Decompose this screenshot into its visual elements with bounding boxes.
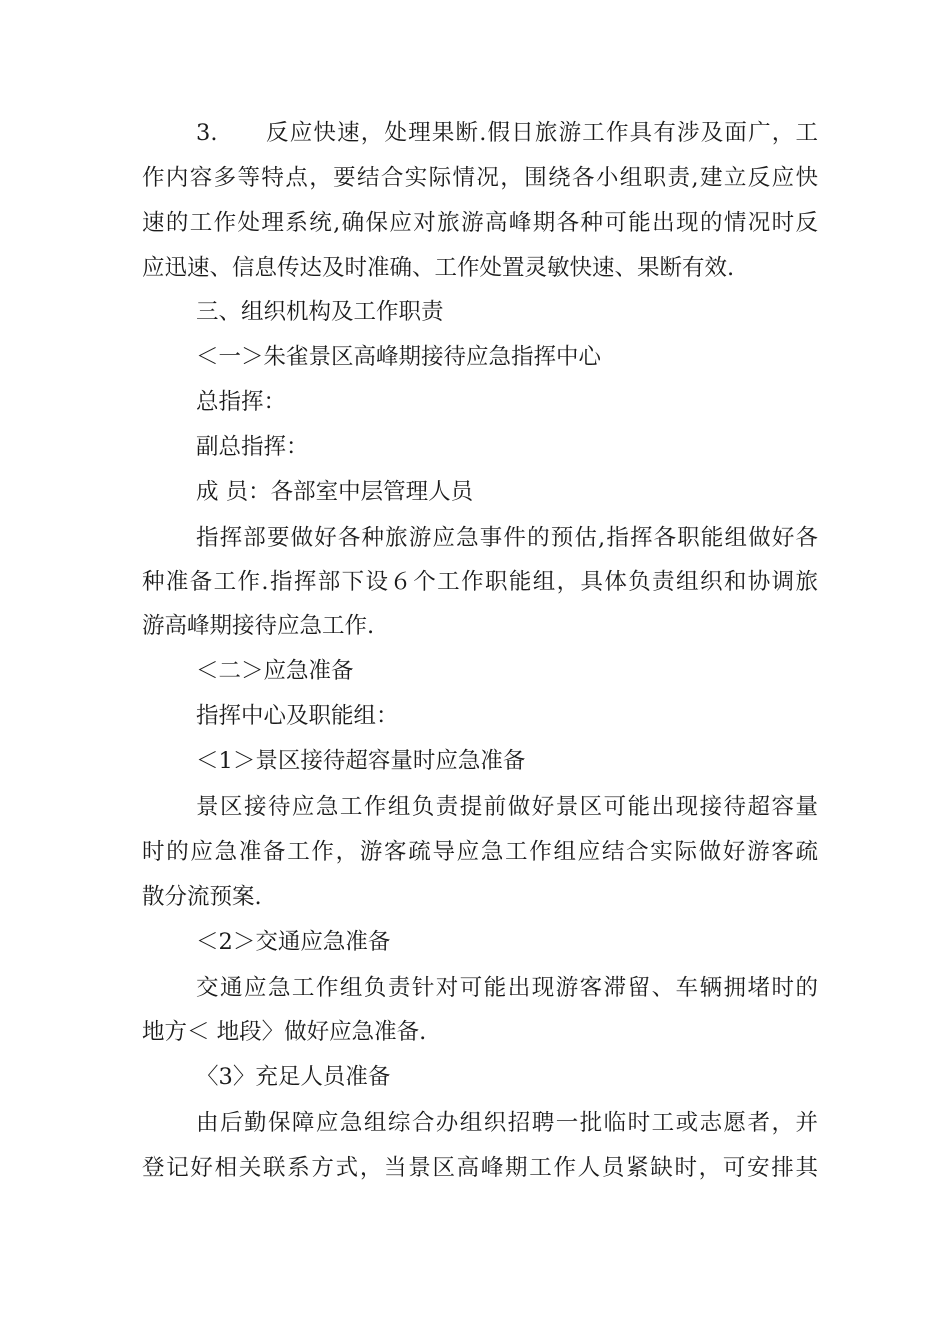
text-line-10: 指挥部要做好各种旅游应急事件的预估,指挥各职能组做好各 bbox=[196, 525, 818, 551]
text-line-24: 登记好相关联系方式，当景区高峰期工作人员紧缺时，可安排其 bbox=[142, 1155, 818, 1181]
text-line-16: 景区接待应急工作组负责提前做好景区可能出现接待超容量 bbox=[196, 794, 818, 820]
text-line-deputy-commander: 副总指挥： bbox=[196, 434, 309, 460]
text-line-2: 作内容多等特点，要结合实际情况，围绕各小组职责,建立反应快 bbox=[142, 165, 818, 191]
subheading-2: ＜二＞应急准备 bbox=[196, 658, 354, 684]
item-heading-2: ＜2＞交通应急准备 bbox=[196, 929, 391, 955]
text-line-12: 游高峰期接待应急工作. bbox=[142, 613, 375, 639]
subheading-1: ＜一＞朱雀景区高峰期接待应急指挥中心 bbox=[196, 344, 602, 370]
text-line-20: 交通应急工作组负责针对可能出现游客滞留、车辆拥堵时的 bbox=[196, 975, 818, 1001]
text-line-4: 应迅速、信息传达及时准确、工作处置灵敏快速、果断有效. bbox=[142, 255, 735, 281]
text-line-23: 由后勤保障应急组综合办组织招聘一批临时工或志愿者，并 bbox=[196, 1110, 818, 1136]
item-heading-1: ＜1＞景区接待超容量时应急准备 bbox=[196, 748, 526, 774]
text-line-17: 时的应急准备工作，游客疏导应急工作组应结合实际做好游客疏 bbox=[142, 839, 818, 865]
text-line-commander: 总指挥： bbox=[196, 389, 287, 415]
section-heading-3: 三、组织机构及工作职责 bbox=[196, 299, 444, 325]
text-line-14: 指挥中心及职能组： bbox=[196, 703, 399, 729]
text-line-21: 地方＜ 地段〉做好应急准备. bbox=[142, 1019, 427, 1045]
text-line-3: 速的工作处理系统,确保应对旅游高峰期各种可能出现的情况时反 bbox=[142, 210, 818, 236]
text-line-members: 成 员：各部室中层管理人员 bbox=[196, 479, 474, 505]
text-line-11: 种准备工作.指挥部下设６个工作职能组，具体负责组织和协调旅 bbox=[142, 569, 818, 595]
text-line-18: 散分流预案. bbox=[142, 884, 262, 910]
text-line-1: 3. 反应快速，处理果断.假日旅游工作具有涉及面广，工 bbox=[196, 120, 818, 146]
item-heading-3: 〈3〉充足人员准备 bbox=[196, 1064, 391, 1090]
